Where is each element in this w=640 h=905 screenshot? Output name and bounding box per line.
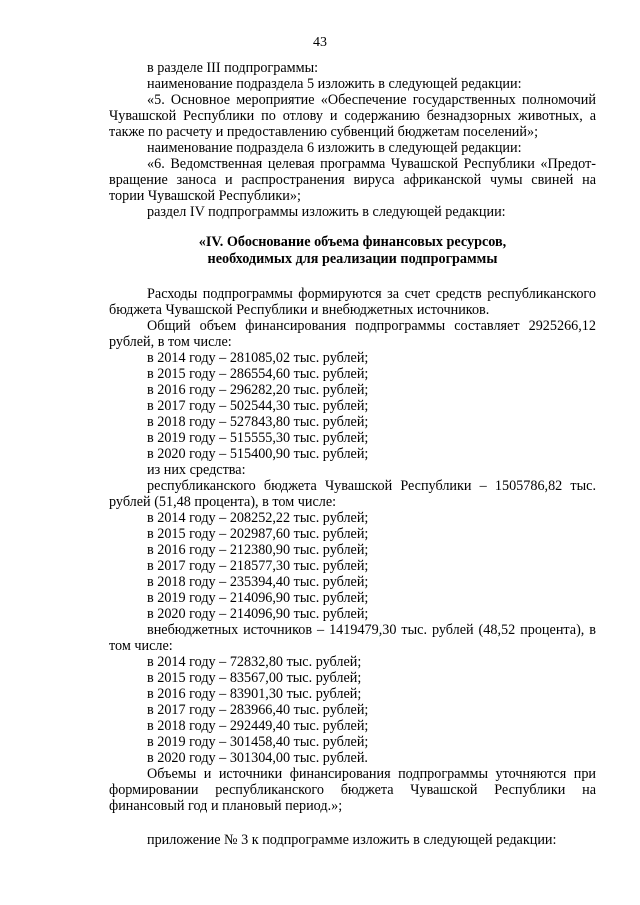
year-item: в 2018 году – 527843,80 тыс. рублей; [147, 414, 369, 430]
intro-line: «6. Ведомственная целевая программа Чувашской Республики «Предот- [147, 156, 596, 172]
intro-line: раздел IV подпрограммы изложить в следующей редакции: [147, 204, 506, 220]
document-body [109, 60, 596, 848]
appendix-line: приложение № 3 к подпрограмме изложить в следующей редакции: [147, 832, 557, 848]
paragraph-line: формировании республиканского бюджета Чувашской Республики на [109, 782, 596, 798]
extrabudgetary-sources [109, 622, 596, 766]
paragraph-line: бюджета Чувашской Республики и внебюджетных источников. [109, 302, 490, 318]
year-item: в 2014 году – 208252,22 тыс. рублей; [147, 510, 369, 526]
year-item: в 2018 году – 292449,40 тыс. рублей; [147, 718, 369, 734]
intro-line: Чувашской Республики по отлову и содержанию безнадзорных животных, а [109, 108, 596, 124]
paragraph-line: рублей, в том числе: [109, 334, 232, 350]
year-item: в 2015 году – 202987,60 тыс. рублей; [147, 526, 369, 542]
section-heading [109, 234, 596, 268]
paragraph-line: из них средства: [147, 462, 246, 478]
paragraph-line: Расходы подпрограммы формируются за счет средств республиканского [147, 286, 596, 302]
year-item: в 2017 году – 283966,40 тыс. рублей; [147, 702, 369, 718]
year-list [109, 510, 596, 622]
paragraph-line: финансовый год и плановый период.»; [109, 798, 343, 814]
intro-block [109, 60, 596, 220]
year-item: в 2020 году – 515400,90 тыс. рублей; [147, 446, 369, 462]
republic-budget [109, 478, 596, 622]
intro-line: тории Чувашской Республики»; [109, 188, 301, 204]
closing-paragraph [109, 766, 596, 814]
year-list [109, 350, 596, 462]
year-item: в 2017 году – 502544,30 тыс. рублей; [147, 398, 369, 414]
year-item: в 2016 году – 296282,20 тыс. рублей; [147, 382, 369, 398]
year-item: в 2016 году – 83901,30 тыс. рублей; [147, 686, 362, 702]
page-number: 43 [313, 35, 327, 50]
intro-line: наименование подраздела 5 изложить в следующей редакции: [147, 76, 522, 92]
total-financing [109, 318, 596, 478]
year-item: в 2020 году – 214096,90 тыс. рублей; [147, 606, 369, 622]
intro-line: наименование подраздела 6 изложить в следующей редакции: [147, 140, 522, 156]
paragraph-line: том числе: [109, 638, 173, 654]
intro-line: вращение заноса и распространения вируса африканской чумы свиней на [109, 172, 596, 188]
year-item: в 2017 году – 218577,30 тыс. рублей; [147, 558, 369, 574]
intro-line: «5. Основное мероприятие «Обеспечение государственных полномочий [147, 92, 596, 108]
year-item: в 2019 году – 214096,90 тыс. рублей; [147, 590, 369, 606]
paragraph-line: республиканского бюджета Чувашской Республики – 1505786,82 тыс. [147, 478, 596, 494]
heading-line: необходимых для реализации подпрограммы [207, 251, 498, 267]
paragraph-line: Общий объем финансирования подпрограммы составляет 2925266,12 [147, 318, 596, 334]
year-list [109, 654, 596, 766]
year-item: в 2019 году – 515555,30 тыс. рублей; [147, 430, 369, 446]
intro-line: также по расчету и предоставлению субвенций бюджетам поселений»; [109, 124, 539, 140]
year-item: в 2020 году – 301304,00 тыс. рублей. [147, 750, 368, 766]
intro-line: в разделе III подпрограммы: [147, 60, 319, 76]
heading-line: «IV. Обоснование объема финансовых ресурсов, [198, 234, 507, 250]
paragraph-line: внебюджетных источников – 1419479,30 тыс. рублей (48,52 процента), в [147, 622, 596, 638]
year-item: в 2014 году – 72832,80 тыс. рублей; [147, 654, 362, 670]
year-item: в 2019 году – 301458,40 тыс. рублей; [147, 734, 369, 750]
year-item: в 2015 году – 286554,60 тыс. рублей; [147, 366, 369, 382]
year-item: в 2014 году – 281085,02 тыс. рублей; [147, 350, 369, 366]
paragraph-line: рублей (51,48 процента), в том числе: [109, 494, 337, 510]
paragraph-line: Объемы и источники финансирования подпрограммы уточняются при [147, 766, 596, 782]
year-item: в 2018 году – 235394,40 тыс. рублей; [147, 574, 369, 590]
year-item: в 2016 году – 212380,90 тыс. рублей; [147, 542, 369, 558]
year-item: в 2015 году – 83567,00 тыс. рублей; [147, 670, 362, 686]
paragraph-sources [109, 286, 596, 318]
